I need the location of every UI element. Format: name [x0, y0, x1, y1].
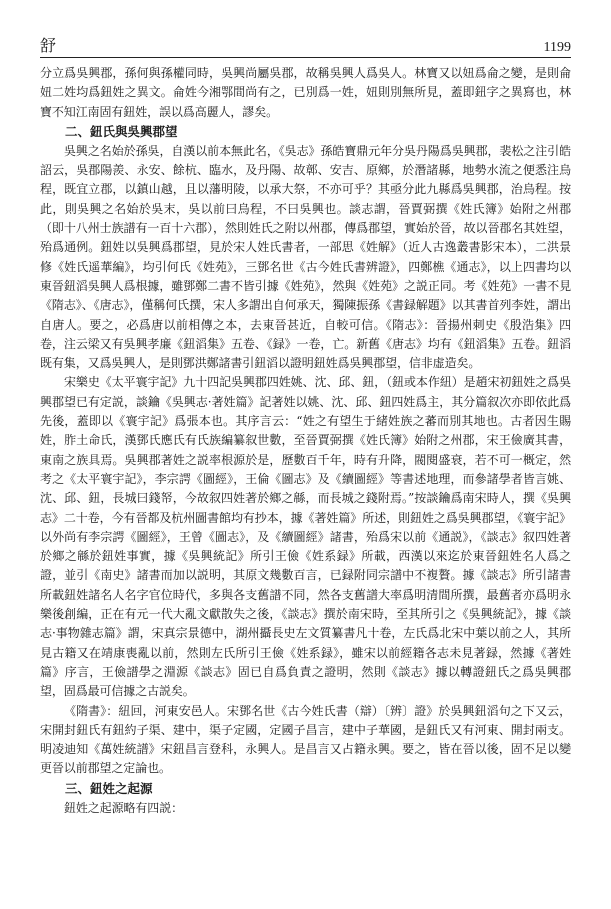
running-header	[40, 30, 571, 56]
page-number: 1199	[543, 40, 571, 55]
body-text	[40, 64, 571, 818]
paragraph: 宋樂史《太平寰宇記》九十四記吳興郡四姓姚、沈、邱、鈕，（鈕或本作紐）是趙宋初鈕姓之爲吳興郡望已有定説，談鑰《吳興志·著姓篇》記著姓以姚、沈、邱、鈕四姓爲主，其分篇叙次亦即依此爲先後，蓋即以《寰宇記》爲張本也。其序言云：“姓之有望生于緒姓族之蕃而別其地也。古者因生賜姓，胙土命氏，漢鄧氏應氏有氏族編纂叙世數，至晉賈弼撰《姓氏簿》始附之州郡，宋王儉廣其書，東南之族具焉。吳興郡著姓之説率根源於是，歷數百千年，時有升降，閥閱盛衰，若不可一概定，然考之《太平寰宇記》，李宗諤《圖經》，王倫《圖志》及《續圖經》等書述地理，而參諸學者皆言姚、沈、邱、鈕，長城曰錢帑，今故叙四姓著於鄉之緜，而長城之錢附焉。”按談鑰爲南宋時人，撰《吳興志》二十卷，今有晉都及杭州圖書館均有抄本，據《著姓篇》所述，則鈕姓之爲吳興郡望，《寰宇記》以外尚有李宗諤《圖經》，王曾《圖志》，及《續圖經》諸書，殆爲宋以前《通説》，《談志》叙四姓著於鄉之緜於鈕姓事實，據《吳興統記》所引王儉《姓系録》所載，西漢以來迄於東晉鈕姓名人爲之證，並引《南史》諸書而加以説明，其原文幾數百言，已録附同宗譜中不複贅。據《談志》所引諸書所載鈕姓諸名人名字官位時代，多與各支舊譜不同，然各支舊譜大率爲明清間所撰，最舊者亦爲明永樂後創編，正在有元一代大亂文獻散失之後，《談志》撰於南宋時，至其所引之《吳興統記》，據《談志·事物雜志篇》謂，宋真宗景德中，湖州攝長史左文質纂書凡十卷，左氏爲北宋中葉以前之人，其所見古籍又在靖康喪亂以前，然則左氏所引王儉《姓系録》，雖宋以前經籍各志未見著録，然據《著姓篇》序言，王儉譜學之淵源《談志》固已自爲負責之證明，然則《談志》據以轉證鈕氏之爲吳興郡望，固爲最可信據之古説矣。	[40, 375, 571, 699]
header-title: 舒	[40, 36, 57, 55]
section-heading: 三、鈕姓之起源	[65, 780, 153, 796]
paragraph: 分立爲吳興郡，孫何與孫權同時，吳興尚屬吳郡，故稱吳興人爲吳人。林寶又以妞爲侖之變，是則侖妞二姓均爲鈕姓之異文。侖姓今湘鄂間尚有之，已別爲一姓，妞則別無所見，蓋即鈕字之異寫也，林寶不知江南固有鈕姓，誤以爲高麗人，謬矣。	[40, 66, 571, 119]
paragraph: 吳興之名始於孫吳，自漢以前本無此名，《吳志》孫皓寶鼎元年分吳丹陽爲吳興郡，裴松之注引皓詔云，吳郡陽羨、永安、餘杭、臨水，及丹陽、故鄣、安吉、原鄉，於潛諸縣，地勢水流之便悉注烏程，既宜立郡，以鎮山越，且以藩明陵，以承大祭，不亦可乎？其亟分此九縣爲吳興郡，治烏程。按此，則吳興之名始於吳末，吳以前曰烏程，不曰吳興也。談志謂，晉賈弼撰《姓氏簿》始附之州郡（即十八州士族譜有一百十六郡），然則姓氏之附以州郡，傳爲郡望，實始於晉，故以晉郡名其姓望，殆爲通例。鈕姓以吳興爲郡望，見於宋人姓氏書者，一部思《姓解》（近人古逸叢書影宋本），二洪景修《姓氏遥華編》，均引何氏《姓苑》，三鄧名世《古今姓氏書辨證》，四鄭樵《通志》，以上四書均以東晉鈕滔吳興人爲根據，雖鄧鄭二書不皆引據《姓苑》，然與《姓苑》之説正同。考《姓苑》一書不見《隋志》、《唐志》，僅稱何氏撰，宋人多謂出自何承天，獨陳振孫《書録解題》以其書首列李姓，謂出自唐人。要之，必爲唐以前相傳之本，去東晉甚近，自較可信。《隋志》：晉揚州刺史《殷浩集》四卷，注云梁又有吳興孝廉《鈕滔集》五卷、《録》一卷，亡。新舊《唐志》均有《鈕滔集》五卷。鈕滔既有集，又爲吳興人，是則鄧洪鄭諸書引鈕滔以證明鈕姓爲吳興郡望，信非虚造矣。	[40, 143, 571, 371]
paragraph: 《隋書》：紐回，河東安邑人。宋鄧名世《古今姓氏書（辯）〔辨〕證》於吳興鈕滔句之下又云，宋開封鈕氏有鈕約子渠、建中，渠子定國，定國子昌言，建中子華國，是鈕氏又有河東、開封兩支。明凌迪知《萬姓統譜》宋鈕昌言登科，永興人。是昌言又占籍永興。要之，皆在晉以後，固不足以變更晉以前郡望之定論也。	[40, 703, 571, 776]
header-rule	[40, 57, 571, 58]
paragraph: 鈕姓之起源略有四説：	[64, 800, 184, 815]
section-heading: 二、鈕氏與吳興郡望	[65, 123, 178, 139]
